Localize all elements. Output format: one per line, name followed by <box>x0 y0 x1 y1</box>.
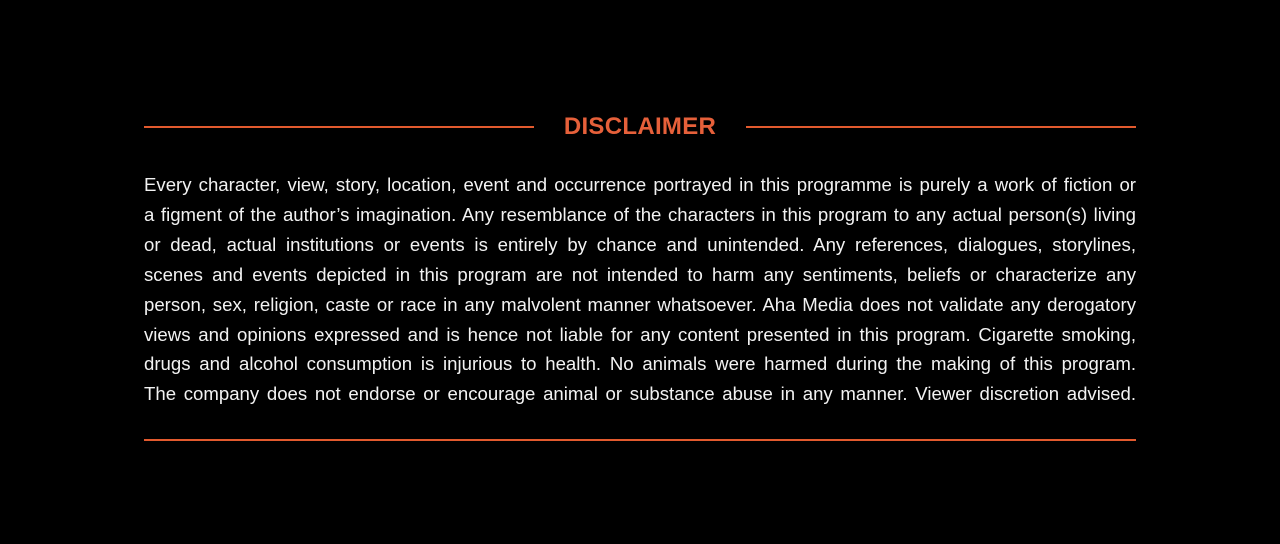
disclaimer-line: or dead, actual institutions or events is entirely by chance and unintended. Any references, dialogues, storylines, <box>144 233 1136 255</box>
disclaimer-body <box>144 170 1136 409</box>
title-row <box>144 108 1136 146</box>
disclaimer-card <box>144 108 1136 409</box>
disclaimer-line: drugs and alcohol consumption is injurious to health. No animals were harmed during the making of this program. <box>144 353 1136 375</box>
disclaimer-line: The company does not endorse or encourage animal or substance abuse in any manner. Viewer discretion advised. <box>144 383 1136 405</box>
disclaimer-title: DISCLAIMER <box>563 113 717 140</box>
disclaimer-line: views and opinions expressed and is hence not liable for any content presented in this program. Cigarette smoking, <box>144 323 1136 345</box>
disclaimer-line: scenes and events depicted in this program are not intended to harm any sentiments, beliefs or characterize any <box>144 263 1136 285</box>
bottom-rule <box>144 439 1136 441</box>
disclaimer-line: person, sex, religion, caste or race in any malvolent manner whatsoever. Aha Media does not validate any derogatory <box>144 293 1136 315</box>
disclaimer-line: a figment of the author’s imagination. Any resemblance of the characters in this program to any actual person(s) living <box>144 203 1136 225</box>
disclaimer-line: Every character, view, story, location, event and occurrence portrayed in this programme is purely a work of fiction or <box>144 174 1136 195</box>
title-right-rule <box>746 126 1136 128</box>
title-left-rule <box>144 126 534 128</box>
